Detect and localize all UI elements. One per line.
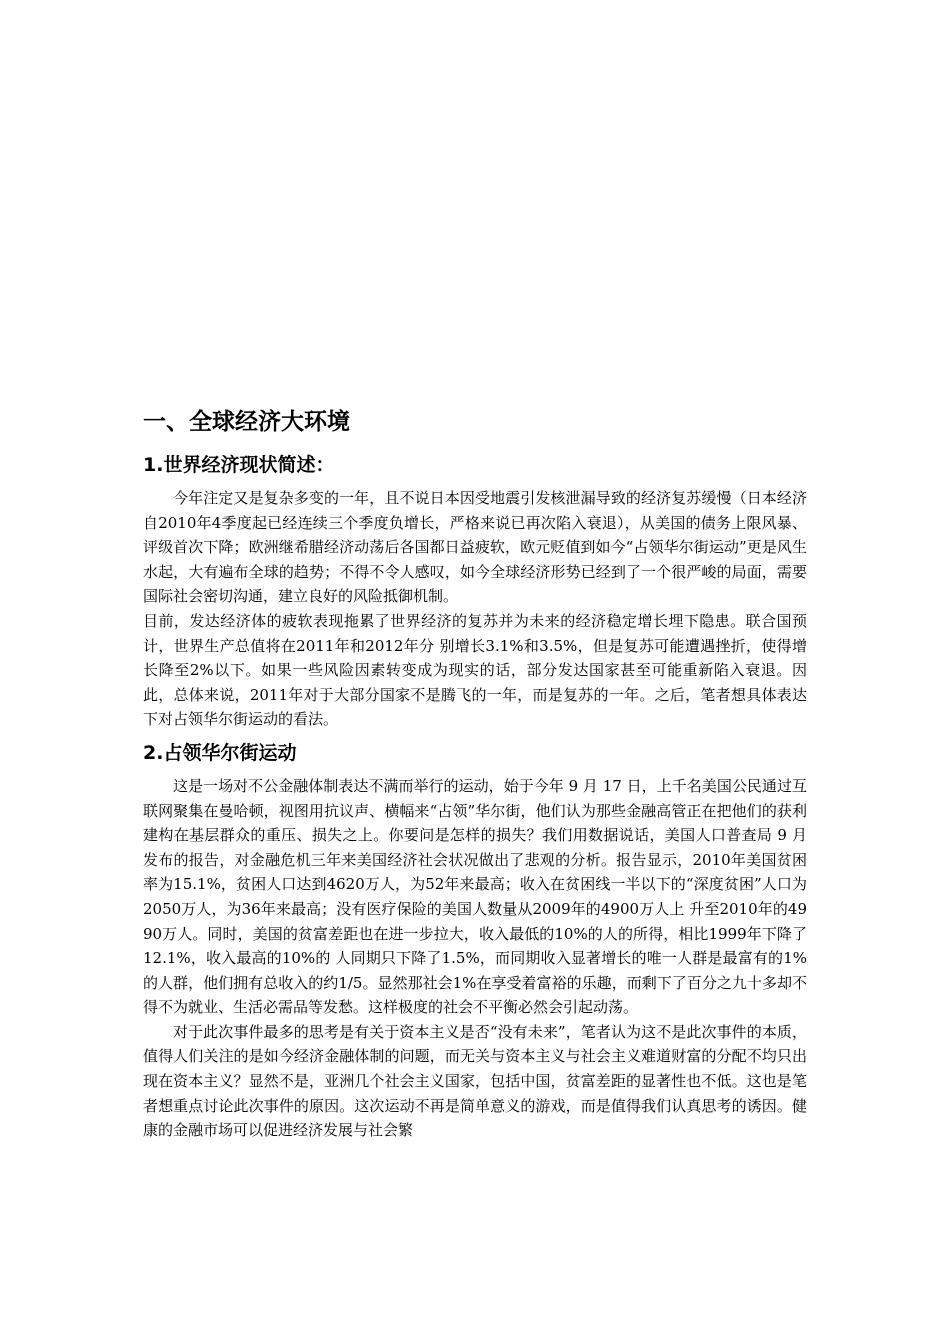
section-2-title: 2.占领华尔街运动 xyxy=(143,741,297,764)
document-body xyxy=(143,404,807,1143)
section-2-paragraph-1: 这是一场对不公金融体制表达不满而举行的运动，始于今年 9 月 17 日，上千名美国公民通过互联网聚集在曼哈顿，视图用抗议声、横幅来“占领”华尔街，他们认为那些金融高管正在把他们的获利建构在基层群众的重压、损失之上。你要问是怎样的损失？我们用数据说话，美国人口普查局 9 月发布的报告，对金融危机三年来美国经济社会状况做出了悲观的分析。报告显示，2010年美国贫困率为15.1%，贫困人口达到4620万人，为52年来最高；收入在贫困线一半以下的“深度贫困”人口为2050万人，为36年来最高；没有医疗保险的美国人数量从2009年的4900万人上 升至2010年的4990万人。同时，美国的贫富差距也在进一步拉大，收入最低的10%的人的所得，相比1999年下降了12.1%，收入最高的10%的 人同期只下降了1.5%，而同期收入显著增长的唯一人群是最富有的1%的人群，他们拥有总收入的约1/5。显然那社会1%在享受着富裕的乐趣，而剩下了百分之九十多却不得不为就业、生活必需品等发愁。这样极度的社会不平衡必然会引起动荡。 xyxy=(143,776,807,1017)
section-1-title: 1.世界经济现状简述： xyxy=(143,454,335,476)
section-1-paragraph-2: 目前，发达经济体的疲软表现拖累了世界经济的复苏并为未来的经济稳定增长埋下隐患。联合国预计，世界生产总值将在2011年和2012年分 别增长3.1%和3.5%，但是复苏可能遭遇挫折，使得增长降至2%以下。如果一些风险因素转变成为现实的话，部分发达国家甚至可能重新陷入衰退。因此，总体来说，2011年对于大部分国家不是腾飞的一年，而是复苏的一年。之后，笔者想具体表达下对占领华尔街运动的看法。 xyxy=(143,611,807,729)
section-1-paragraph-1: 今年注定又是复杂多变的一年，且不说日本因受地震引发核泄漏导致的经济复苏缓慢（日本经济自2010年4季度起已经连续三个季度负增长，严格来说已再次陷入衰退），从美国的债务上限风暴、评级首次下降；欧洲继希腊经济动荡后各国都日益疲软，欧元贬值到如今“占领华尔街运动”更是风生水起，大有遍布全球的趋势；不得不令人感叹，如今全球经济形势已经到了一个很严峻的局面，需要国际社会密切沟通，建立良好的风险抵御机制。 xyxy=(143,489,807,606)
main-heading: 一、全球经济大环境 xyxy=(143,409,350,435)
section-2-paragraph-2: 对于此次事件最多的思考是有关于资本主义是否“没有未来”，笔者认为这不是此次事件的本质，值得人们关注的是如今经济金融体制的问题，而无关与资本主义与社会主义难道财富的分配不均只出现在资本主义？显然不是，亚洲几个社会主义国家，包括中国，贫富差距的显著性也不低。这也是笔者想重点讨论此次事件的原因。这次运动不再是简单意义的游戏，而是值得我们认真思考的诱因。健康的金融市场可以促进经济发展与社会繁 xyxy=(143,1022,807,1140)
